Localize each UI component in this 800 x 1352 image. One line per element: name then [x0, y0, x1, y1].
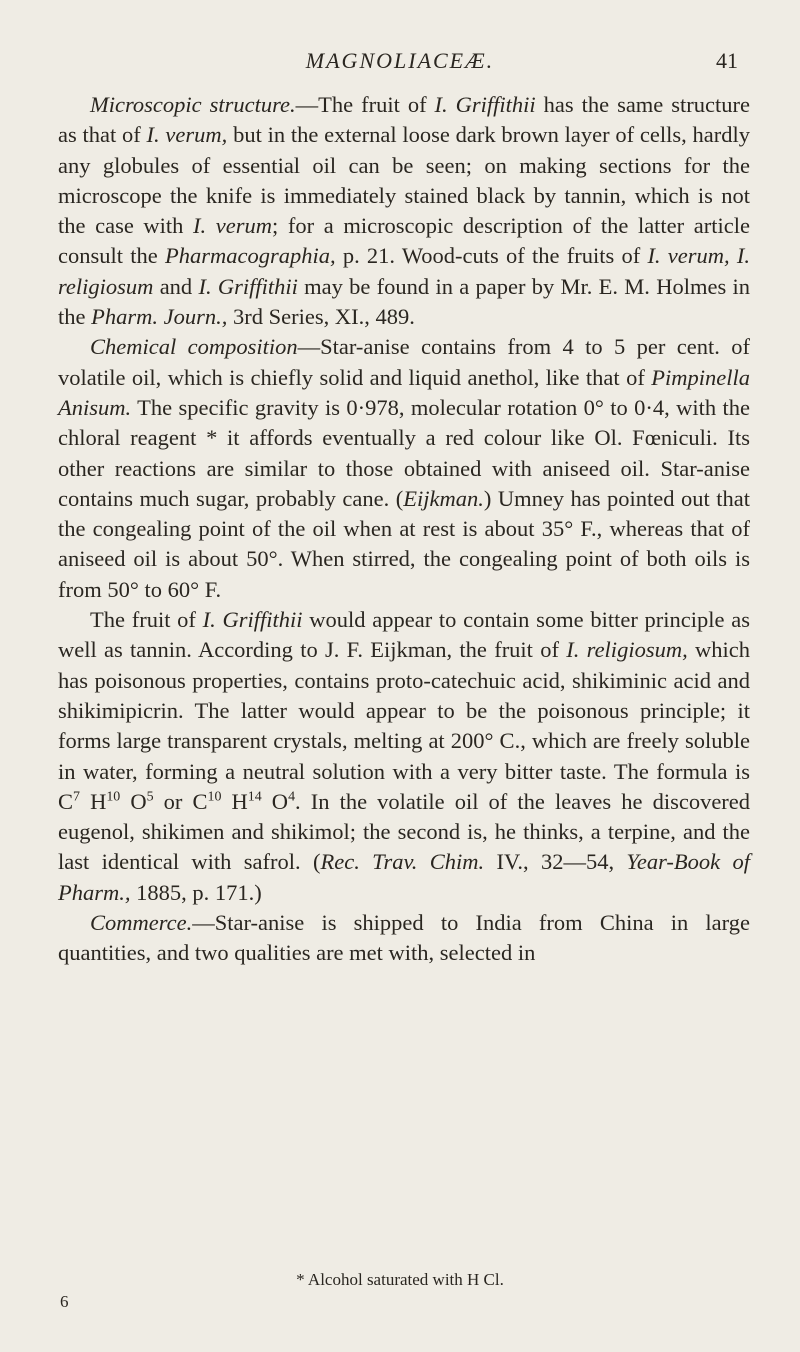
species-name: Pimpinella Anisum. — [58, 364, 750, 420]
text: H — [221, 788, 248, 814]
species-name: I. religiosum, — [566, 637, 688, 663]
formula-subscript: 5 — [146, 789, 154, 805]
heading-commerce: Commerce. — [90, 910, 193, 936]
footnote: * Alcohol saturated with H Cl. — [296, 1270, 504, 1289]
running-title: MAGNOLIACEÆ. — [305, 48, 495, 73]
signature-mark: 6 — [60, 1292, 69, 1311]
text: H — [79, 788, 107, 814]
text: may be found in a paper by Mr. E. M. Holmes in the — [58, 273, 750, 330]
body-text — [58, 90, 750, 969]
page-number: 41 — [716, 48, 738, 73]
text: which has poisonous properties, contains proto-catechuic acid, shikiminic acid and shikimipicrin. The latter would appear to be the poisonous principle; it forms large transparent crystals, melting at 200° C., which are freely soluble in water, forming a neutral solution with a very bitter taste. The formula is C — [58, 637, 750, 814]
formula-subscript: 7 — [73, 789, 80, 805]
formula-subscript: 10 — [106, 789, 121, 805]
journal-title: Year-Book of Pharm., — [58, 849, 750, 905]
journal-title: Pharm. Journ., — [91, 304, 228, 330]
formula-subscript: 14 — [247, 789, 262, 805]
text: 3rd Series, XI., 489. — [227, 304, 415, 330]
text: ; for a microscopic description of the latter article consult the — [58, 213, 750, 269]
text: O — [120, 788, 147, 814]
paragraph-griffithii — [58, 605, 750, 908]
text: —The fruit of — [295, 92, 435, 117]
formula-subscript: 4 — [288, 789, 296, 805]
species-name: I. Griffithii — [198, 273, 298, 299]
text: The specific gravity is 0·978, molecular rotation 0° to 0·4, with the chloral reagent * it affords eventually a red colour like Ol. Fœniculi. Its other reactions are similar to those obtained with aniseed oil. Star-anise contains much sugar, probably cane. ( — [58, 394, 750, 511]
text: but in the external loose dark brown layer of cells, hardly any globules of essential oil can be seen; on making sections for the microscope the knife is immediately stained black by tannin, which is not the case with — [58, 122, 750, 239]
text: 1885, p. 171.) — [130, 879, 262, 905]
paragraph-microscopic-structure — [58, 90, 750, 332]
formula-subscript: 10 — [207, 789, 222, 805]
journal-title: Rec. Trav. Chim. — [320, 849, 485, 875]
text: p. 21. Wood-cuts of the fruits of — [335, 243, 648, 269]
text: has the same structure as that of — [58, 92, 750, 148]
species-name: I. verum — [193, 213, 273, 239]
species-name: I. Griffithii — [202, 607, 303, 633]
text: IV., 32—54, — [484, 849, 627, 875]
species-name: I. verum, I. religiosum — [58, 243, 750, 299]
paragraph-chemical-composition — [58, 332, 750, 605]
text: or C — [153, 788, 208, 814]
species-name: I. verum, — [146, 122, 228, 148]
text: and — [153, 273, 199, 299]
heading-microscopic-structure: Microscopic structure. — [90, 92, 296, 117]
text: —Star-anise is shipped to India from China in large quantities, and two qualities are met with, selected in — [58, 910, 750, 966]
heading-chemical-composition: Chemical composition — [90, 334, 298, 360]
text: ) Umney has pointed out that the congealing point of the oil when at rest is about 35° F., whereas that of aniseed oil is about 50°. When stirred, the congealing point of both oils is from 50° to 60° F. — [58, 485, 750, 602]
text: The fruit of — [90, 607, 203, 633]
species-name: I. Griffithii — [434, 92, 536, 117]
running-head — [0, 44, 800, 78]
book-title: Pharmacographia, — [164, 243, 336, 269]
text: would appear to contain some bitter principle as well as tannin. According to J. F. Eijkman, the fruit of — [58, 607, 750, 663]
text: O — [261, 788, 289, 814]
text: . In the volatile oil of the leaves he discovered eugenol, shikimen and shikimol; the second is, he thinks, a terpine, and the last identical with safrol. ( — [58, 788, 751, 875]
author-citation: Eijkman. — [403, 485, 484, 511]
text: —Star-anise contains from 4 to 5 per cent. of volatile oil, which is chiefly solid and liquid anethol, like that of — [58, 334, 751, 390]
paragraph-commerce — [58, 908, 750, 969]
